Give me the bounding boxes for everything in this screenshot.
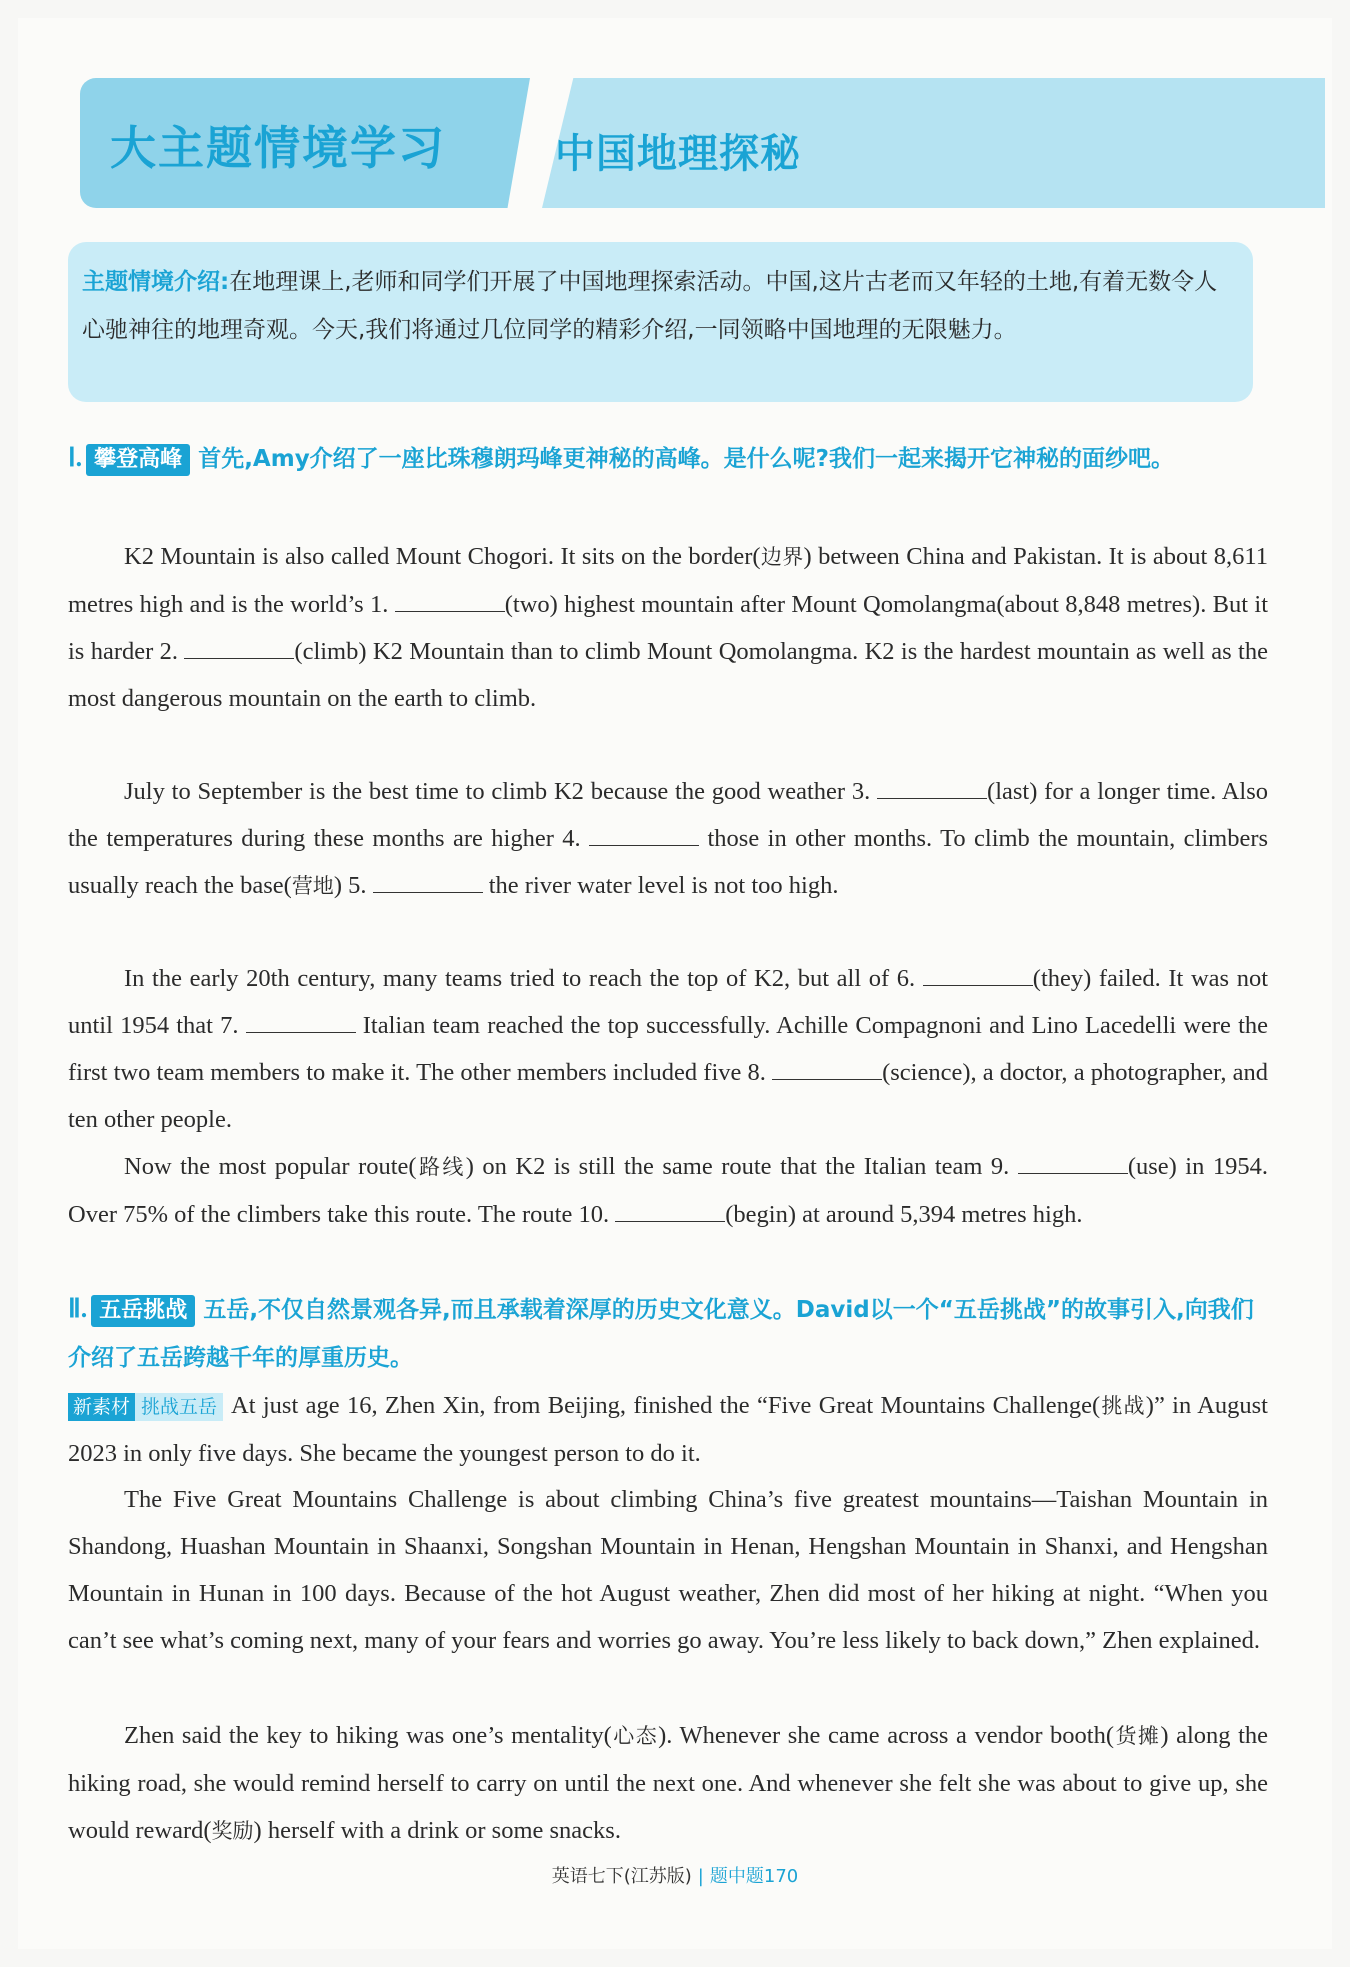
new-material-topic: 挑战五岳	[135, 1393, 223, 1421]
section-1-heading-text: 首先,Amy介绍了一座比珠穆朗玛峰更神秘的高峰。是什么呢?我们一起来揭开它神秘的面纱吧。	[198, 446, 1175, 472]
text-run: 心态	[611, 1724, 659, 1748]
page-footer	[0, 1862, 1350, 1888]
text-run: In the early 20th century, many teams tried to reach the top of K2, but all of 6.	[124, 965, 916, 992]
blank-2[interactable]	[184, 637, 294, 659]
text-run: (begin) at around 5,394 metres high.	[725, 1201, 1083, 1228]
section-1-paragraph-3	[68, 955, 1268, 1143]
text-run: ) between China and Pakistan. It is about 8,611 metres high and is the world’s 1.	[68, 543, 1269, 618]
new-material-tag: 新素材	[68, 1393, 135, 1421]
text-run: July to September is the best time to climb K2 because the good weather 3.	[124, 778, 871, 805]
text-run: (last) for a longer time. Also the temperatures during these months are higher 4.	[68, 778, 1268, 852]
text-run: the river water level is not too high.	[482, 872, 839, 899]
blank-8[interactable]	[772, 1058, 882, 1080]
text-run: Now the most popular route(	[124, 1153, 417, 1180]
text-run: ). Whenever she came across a vendor booth(	[658, 1722, 1115, 1749]
text-run: (they) failed. It was not until 1954 that 7.	[68, 965, 1269, 1039]
text-run: (two) highest mountain after Mount Qomolangma(about 8,848 metres). But it is harder 2.	[68, 591, 1269, 665]
blank-1[interactable]	[395, 590, 505, 612]
footer-book-title: 英语七下(江苏版)	[551, 1866, 692, 1887]
text-run: (climb) K2 Mountain than to climb Mount Qomolangma. K2 is the hardest mountain as well as the most dangerous mountain on the earth to climb.	[68, 638, 1268, 712]
text-run: ) along the hiking road, she would remind herself to carry on until the next one. And whenever she felt she was about to give up, she would reward(	[68, 1722, 1269, 1844]
blank-10[interactable]	[615, 1200, 725, 1222]
text-run: 挑战	[1100, 1394, 1146, 1418]
text-run: 奖励	[211, 1819, 254, 1843]
section-2-numeral: Ⅱ.	[68, 1294, 88, 1323]
section-1-heading	[68, 434, 1268, 483]
footer-page-number: 170	[763, 1866, 799, 1887]
section-2-paragraph-1	[68, 1382, 1268, 1477]
text-run: )” in August 2023 in only five days. She became the youngest person to do it.	[68, 1392, 1268, 1467]
text-run: (science), a doctor, a photographer, and ten other people.	[68, 1059, 1269, 1133]
text-run: ) herself with a drink or some snacks.	[253, 1817, 621, 1844]
blank-4[interactable]	[589, 824, 699, 846]
intro-text: 在地理课上,老师和同学们开展了中国地理探索活动。中国,这片古老而又年轻的土地,有着无数令人心驰神往的地理奇观。今天,我们将通过几位同学的精彩介绍,一同领略中国地理的无限魅力。	[82, 269, 1218, 343]
text-run: those in other months. To climb the mountain, climbers usually reach the base(	[68, 825, 1269, 899]
text-run: 边界	[760, 545, 804, 569]
section-1-paragraph-1	[68, 533, 1268, 722]
text-run: 营地	[291, 874, 334, 898]
section-2-heading-text: 五岳,不仅自然景观各异,而且承载着深厚的历史文化意义。David以一个“五岳挑战”的故事引入,向我们介绍了五岳跨越千年的厚重历史。	[68, 1297, 1254, 1371]
text-run: (use) in 1954. Over 75% of the climbers take this route. The route 10.	[68, 1153, 1268, 1228]
footer-section: 题中题	[709, 1866, 764, 1887]
text-run: 路线	[416, 1155, 466, 1179]
section-2-heading	[68, 1285, 1268, 1382]
section-2-tag: 五岳挑战	[91, 1295, 195, 1327]
blank-5[interactable]	[373, 871, 483, 893]
intro-label: 主题情境介绍:	[82, 269, 230, 295]
section-1-numeral: Ⅰ.	[68, 443, 83, 472]
banner-main-title: 大主题情境学习	[110, 121, 446, 175]
text-run: Zhen said the key to hiking was one’s mentality(	[124, 1722, 612, 1749]
blank-3[interactable]	[877, 777, 987, 799]
blank-7[interactable]	[246, 1011, 356, 1033]
blank-6[interactable]	[923, 964, 1033, 986]
text-run: 货摊	[1114, 1724, 1161, 1748]
text-run: At just age 16, Zhen Xin, from Beijing, finished the “Five Great Mountains Challenge(	[231, 1392, 1101, 1419]
text-run: ) 5.	[333, 872, 367, 899]
intro-box	[68, 242, 1253, 402]
text-run: Italian team reached the top successfully. Achille Compagnoni and Lino Lacedelli were the first two team members to make it. The other members included five 8.	[68, 1012, 1268, 1086]
blank-9[interactable]	[1018, 1152, 1128, 1174]
section-2-paragraph-2: The Five Great Mountains Challenge is about climbing China’s five greatest mountains—Taishan Mountain in Shandong, Huashan Mountain in Shaanxi, Songshan Mountain in Henan, Hengshan Mountain in Shanxi, and Hengshan Mountain in Hunan in 100 days. Because of the hot August weather, Zhen did most of her hiking at night. “When you can’t see what’s coming next, many of your fears and worries go away. You’re less likely to back down,” Zhen explained.	[68, 1486, 1268, 1654]
text-run: ) on K2 is still the same route that the Italian team 9.	[465, 1153, 1010, 1180]
section-1-paragraph-4	[68, 1143, 1268, 1238]
footer-separator: |	[697, 1866, 704, 1887]
section-1-paragraph-2	[68, 768, 1268, 910]
section-2-paragraph-3	[68, 1712, 1268, 1855]
banner-subtitle: 中国地理探秘	[555, 131, 801, 177]
text-run: K2 Mountain is also called Mount Chogori. It sits on the border(	[124, 543, 761, 570]
section-1-tag: 攀登高峰	[86, 444, 190, 476]
